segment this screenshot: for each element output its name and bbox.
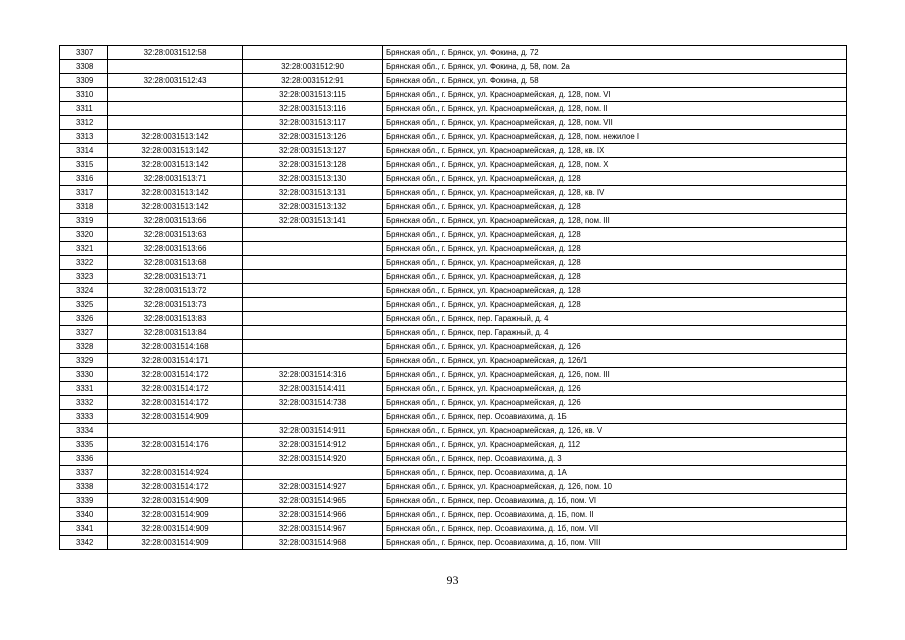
address-cell: Брянская обл., г. Брянск, пер. Осоавиахима, д. 1Б [383, 410, 847, 424]
address-cell: Брянская обл., г. Брянск, ул. Красноармейская, д. 128 [383, 284, 847, 298]
cadastral-number-cell: 32:28:0031513:66 [108, 242, 243, 256]
address-cell: Брянская обл., г. Брянск, ул. Красноармейская, д. 128, пом. VII [383, 116, 847, 130]
cadastral-number-cell: 32:28:0031514:924 [108, 466, 243, 480]
cadastral-number-cell: 32:28:0031513:63 [108, 228, 243, 242]
row-number-cell: 3324 [60, 284, 108, 298]
cadastral-number-cell: 32:28:0031513:83 [108, 312, 243, 326]
address-cell: Брянская обл., г. Брянск, ул. Красноармейская, д. 128, кв. IX [383, 144, 847, 158]
cadastral-number-cell: 32:28:0031514:909 [108, 494, 243, 508]
address-cell: Брянская обл., г. Брянск, пер. Гаражный, д. 4 [383, 312, 847, 326]
address-cell: Брянская обл., г. Брянск, ул. Красноармейская, д. 128 [383, 200, 847, 214]
cadastral-number-cell: 32:28:0031514:909 [108, 508, 243, 522]
cadastral-number-cell: 32:28:0031514:172 [108, 480, 243, 494]
row-number-cell: 3333 [60, 410, 108, 424]
table-row [60, 466, 847, 480]
cadastral-number-cell: 32:28:0031513:142 [108, 186, 243, 200]
row-number-cell: 3315 [60, 158, 108, 172]
cadastral-object-number-cell: 32:28:0031513:117 [243, 116, 383, 130]
row-number-cell: 3320 [60, 228, 108, 242]
cadastral-number-cell: 32:28:0031514:172 [108, 368, 243, 382]
row-number-cell: 3309 [60, 74, 108, 88]
row-number-cell: 3337 [60, 466, 108, 480]
cadastral-object-number-cell [243, 242, 383, 256]
cadastral-object-number-cell: 32:28:0031512:91 [243, 74, 383, 88]
cadastral-number-cell: 32:28:0031514:909 [108, 522, 243, 536]
cadastral-object-number-cell: 32:28:0031514:920 [243, 452, 383, 466]
cadastral-object-number-cell: 32:28:0031514:738 [243, 396, 383, 410]
address-cell: Брянская обл., г. Брянск, ул. Красноармейская, д. 128, пом. VI [383, 88, 847, 102]
cadastral-number-cell: 32:28:0031514:176 [108, 438, 243, 452]
cadastral-object-number-cell [243, 298, 383, 312]
address-cell: Брянская обл., г. Брянск, пер. Осоавиахима, д. 1б, пом. VI [383, 494, 847, 508]
cadastral-object-number-cell [243, 466, 383, 480]
address-cell: Брянская обл., г. Брянск, ул. Красноармейская, д. 128, пом. X [383, 158, 847, 172]
cadastral-number-cell: 32:28:0031513:142 [108, 200, 243, 214]
cadastral-object-number-cell: 32:28:0031513:132 [243, 200, 383, 214]
cadastral-number-cell [108, 452, 243, 466]
cadastral-object-number-cell: 32:28:0031514:316 [243, 368, 383, 382]
page-number: 93 [446, 573, 459, 587]
cadastral-number-cell: 32:28:0031513:68 [108, 256, 243, 270]
table-row [60, 368, 847, 382]
cadastral-object-number-cell: 32:28:0031514:912 [243, 438, 383, 452]
registry-table-container [59, 45, 847, 550]
cadastral-number-cell [108, 116, 243, 130]
address-cell: Брянская обл., г. Брянск, ул. Красноармейская, д. 126, пом. 10 [383, 480, 847, 494]
cadastral-number-cell: 32:28:0031513:84 [108, 326, 243, 340]
table-row [60, 158, 847, 172]
cadastral-number-cell: 32:28:0031512:43 [108, 74, 243, 88]
address-cell: Брянская обл., г. Брянск, пер. Осоавиахима, д. 1б, пом. VIII [383, 536, 847, 550]
table-row [60, 522, 847, 536]
cadastral-object-number-cell: 32:28:0031513:128 [243, 158, 383, 172]
cadastral-object-number-cell: 32:28:0031514:927 [243, 480, 383, 494]
address-cell: Брянская обл., г. Брянск, ул. Красноармейская, д. 128 [383, 298, 847, 312]
row-number-cell: 3327 [60, 326, 108, 340]
cadastral-object-number-cell [243, 284, 383, 298]
row-number-cell: 3338 [60, 480, 108, 494]
cadastral-object-number-cell [243, 312, 383, 326]
cadastral-number-cell: 32:28:0031513:73 [108, 298, 243, 312]
table-row [60, 382, 847, 396]
cadastral-object-number-cell [243, 354, 383, 368]
row-number-cell: 3340 [60, 508, 108, 522]
cadastral-number-cell [108, 424, 243, 438]
cadastral-number-cell [108, 88, 243, 102]
row-number-cell: 3342 [60, 536, 108, 550]
address-cell: Брянская обл., г. Брянск, ул. Красноармейская, д. 128, пом. II [383, 102, 847, 116]
table-row [60, 312, 847, 326]
table-row [60, 438, 847, 452]
table-row [60, 270, 847, 284]
address-cell: Брянская обл., г. Брянск, ул. Красноармейская, д. 128 [383, 242, 847, 256]
address-cell: Брянская обл., г. Брянск, ул. Красноармейская, д. 128, пом. III [383, 214, 847, 228]
table-row [60, 200, 847, 214]
cadastral-object-number-cell [243, 340, 383, 354]
cadastral-number-cell: 32:28:0031514:171 [108, 354, 243, 368]
row-number-cell: 3323 [60, 270, 108, 284]
table-row [60, 144, 847, 158]
cadastral-number-cell [108, 102, 243, 116]
table-row [60, 340, 847, 354]
cadastral-object-number-cell: 32:28:0031514:966 [243, 508, 383, 522]
cadastral-number-cell: 32:28:0031513:66 [108, 214, 243, 228]
row-number-cell: 3339 [60, 494, 108, 508]
address-cell: Брянская обл., г. Брянск, пер. Гаражный, д. 4 [383, 326, 847, 340]
table-row [60, 326, 847, 340]
row-number-cell: 3334 [60, 424, 108, 438]
table-row [60, 130, 847, 144]
address-cell: Брянская обл., г. Брянск, ул. Фокина, д. 58, пом. 2а [383, 60, 847, 74]
row-number-cell: 3311 [60, 102, 108, 116]
cadastral-object-number-cell: 32:28:0031514:411 [243, 382, 383, 396]
row-number-cell: 3336 [60, 452, 108, 466]
address-cell: Брянская обл., г. Брянск, ул. Красноармейская, д. 126/1 [383, 354, 847, 368]
address-cell: Брянская обл., г. Брянск, пер. Осоавиахима, д. 1А [383, 466, 847, 480]
table-row [60, 284, 847, 298]
table-row [60, 298, 847, 312]
row-number-cell: 3331 [60, 382, 108, 396]
address-cell: Брянская обл., г. Брянск, ул. Красноармейская, д. 128 [383, 172, 847, 186]
cadastral-object-number-cell [243, 256, 383, 270]
row-number-cell: 3322 [60, 256, 108, 270]
row-number-cell: 3328 [60, 340, 108, 354]
cadastral-object-number-cell: 32:28:0031513:127 [243, 144, 383, 158]
address-cell: Брянская обл., г. Брянск, ул. Красноармейская, д. 126, пом. III [383, 368, 847, 382]
cadastral-object-number-cell: 32:28:0031512:90 [243, 60, 383, 74]
cadastral-object-number-cell: 32:28:0031514:967 [243, 522, 383, 536]
address-cell: Брянская обл., г. Брянск, ул. Красноармейская, д. 128, пом. нежилое I [383, 130, 847, 144]
cadastral-number-cell [108, 60, 243, 74]
cadastral-number-cell: 32:28:0031514:909 [108, 536, 243, 550]
row-number-cell: 3326 [60, 312, 108, 326]
table-row [60, 480, 847, 494]
cadastral-number-cell: 32:28:0031513:72 [108, 284, 243, 298]
row-number-cell: 3313 [60, 130, 108, 144]
address-cell: Брянская обл., г. Брянск, пер. Осоавиахима, д. 3 [383, 452, 847, 466]
cadastral-object-number-cell [243, 270, 383, 284]
address-cell: Брянская обл., г. Брянск, пер. Осоавиахима, д. 1б, пом. VII [383, 522, 847, 536]
row-number-cell: 3319 [60, 214, 108, 228]
cadastral-object-number-cell: 32:28:0031514:965 [243, 494, 383, 508]
table-row [60, 186, 847, 200]
cadastral-number-cell: 32:28:0031514:172 [108, 396, 243, 410]
cadastral-object-number-cell [243, 228, 383, 242]
table-row [60, 88, 847, 102]
table-row [60, 228, 847, 242]
cadastral-object-number-cell [243, 410, 383, 424]
table-row [60, 172, 847, 186]
address-cell: Брянская обл., г. Брянск, ул. Красноармейская, д. 126 [383, 340, 847, 354]
table-row [60, 116, 847, 130]
address-cell: Брянская обл., г. Брянск, ул. Красноармейская, д. 128 [383, 228, 847, 242]
cadastral-object-number-cell [243, 326, 383, 340]
registry-table-body [60, 46, 847, 550]
row-number-cell: 3321 [60, 242, 108, 256]
address-cell: Брянская обл., г. Брянск, ул. Красноармейская, д. 126, кв. V [383, 424, 847, 438]
row-number-cell: 3330 [60, 368, 108, 382]
address-cell: Брянская обл., г. Брянск, ул. Красноармейская, д. 128 [383, 270, 847, 284]
cadastral-number-cell: 32:28:0031513:71 [108, 172, 243, 186]
table-row [60, 60, 847, 74]
table-row [60, 102, 847, 116]
registry-table [59, 45, 847, 550]
address-cell: Брянская обл., г. Брянск, пер. Осоавиахима, д. 1Б, пом. II [383, 508, 847, 522]
cadastral-number-cell: 32:28:0031514:909 [108, 410, 243, 424]
table-row [60, 354, 847, 368]
table-row [60, 536, 847, 550]
cadastral-object-number-cell: 32:28:0031513:126 [243, 130, 383, 144]
address-cell: Брянская обл., г. Брянск, ул. Фокина, д. 58 [383, 74, 847, 88]
cadastral-object-number-cell: 32:28:0031513:115 [243, 88, 383, 102]
row-number-cell: 3317 [60, 186, 108, 200]
row-number-cell: 3314 [60, 144, 108, 158]
cadastral-object-number-cell: 32:28:0031514:911 [243, 424, 383, 438]
cadastral-object-number-cell [243, 46, 383, 60]
table-row [60, 508, 847, 522]
table-row [60, 452, 847, 466]
address-cell: Брянская обл., г. Брянск, ул. Красноармейская, д. 128 [383, 256, 847, 270]
row-number-cell: 3335 [60, 438, 108, 452]
table-row [60, 256, 847, 270]
address-cell: Брянская обл., г. Брянск, ул. Красноармейская, д. 128, кв. IV [383, 186, 847, 200]
address-cell: Брянская обл., г. Брянск, ул. Фокина, д. 72 [383, 46, 847, 60]
row-number-cell: 3332 [60, 396, 108, 410]
table-row [60, 74, 847, 88]
cadastral-object-number-cell: 32:28:0031513:141 [243, 214, 383, 228]
cadastral-number-cell: 32:28:0031513:71 [108, 270, 243, 284]
row-number-cell: 3325 [60, 298, 108, 312]
row-number-cell: 3341 [60, 522, 108, 536]
table-row [60, 410, 847, 424]
row-number-cell: 3316 [60, 172, 108, 186]
address-cell: Брянская обл., г. Брянск, ул. Красноармейская, д. 126 [383, 396, 847, 410]
cadastral-object-number-cell: 32:28:0031513:131 [243, 186, 383, 200]
table-row [60, 214, 847, 228]
cadastral-number-cell: 32:28:0031512:58 [108, 46, 243, 60]
cadastral-number-cell: 32:28:0031514:172 [108, 382, 243, 396]
address-cell: Брянская обл., г. Брянск, ул. Красноармейская, д. 126 [383, 382, 847, 396]
table-row [60, 46, 847, 60]
table-row [60, 396, 847, 410]
row-number-cell: 3329 [60, 354, 108, 368]
cadastral-number-cell: 32:28:0031514:168 [108, 340, 243, 354]
table-row [60, 494, 847, 508]
row-number-cell: 3307 [60, 46, 108, 60]
cadastral-number-cell: 32:28:0031513:142 [108, 144, 243, 158]
cadastral-object-number-cell: 32:28:0031514:968 [243, 536, 383, 550]
address-cell: Брянская обл., г. Брянск, ул. Красноармейская, д. 112 [383, 438, 847, 452]
cadastral-number-cell: 32:28:0031513:142 [108, 158, 243, 172]
row-number-cell: 3318 [60, 200, 108, 214]
table-row [60, 424, 847, 438]
row-number-cell: 3308 [60, 60, 108, 74]
cadastral-number-cell: 32:28:0031513:142 [108, 130, 243, 144]
row-number-cell: 3312 [60, 116, 108, 130]
cadastral-object-number-cell: 32:28:0031513:116 [243, 102, 383, 116]
row-number-cell: 3310 [60, 88, 108, 102]
table-row [60, 242, 847, 256]
cadastral-object-number-cell: 32:28:0031513:130 [243, 172, 383, 186]
